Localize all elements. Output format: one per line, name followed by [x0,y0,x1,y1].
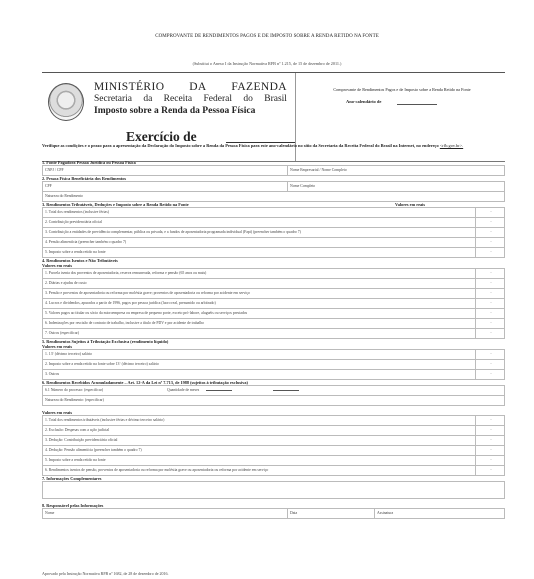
row-label: 1. Total dos rendimentos (inclusive férias) [45,210,109,214]
section-1-title: 1. Fonte Pagadora Pessoa Jurídica ou Pessoa Física [42,160,136,165]
row-label: 1. Parcela isenta dos proventos de aposentadoria, reserva remunerada, reforma e pensão (65 anos ou mais) [45,271,207,275]
table-row [42,248,505,258]
secretaria-word: Brasil [264,94,287,104]
processo-field[interactable]: 6.1 Número do processo: (especificar) [45,388,104,392]
value-field[interactable]: - [475,370,504,379]
row-label: 7. Outros (especificar) [45,331,80,335]
row-label: 6. Rendimentos isentos de pensão, proventos de aposentadoria ou reforma por moléstia grave ou aposentadoria ou reforma por acidente em serviço [45,468,269,472]
section-8-title: 8. Responsável pelas Informações [42,503,104,508]
value-field[interactable]: - [475,299,504,308]
cnpj-cpf-field[interactable]: CNPJ / CPF [43,166,288,175]
value-field[interactable]: - [475,360,504,369]
value-field[interactable]: - [475,279,504,288]
row-label: 2. Diárias e ajudas de custo [45,281,87,285]
table-row [42,456,505,466]
responsavel-nome-field[interactable]: Nome [43,509,288,518]
value-field[interactable]: - [475,319,504,328]
table-row [42,329,505,339]
value-field[interactable]: - [475,456,504,465]
value-field[interactable]: - [475,426,504,435]
nome-completo-field[interactable]: Nome Completo [290,184,316,188]
table-row [42,207,505,218]
table-row [42,228,505,238]
section-5-values-label: Valores em reais [42,344,72,349]
ministry-name [94,81,287,93]
row-label: 3. Contribuição a entidades de previdência complementar, pública ou privada, e a fundos de aposentadoria programada individual (Fapi) (preencher também o quadro 7) [45,230,301,234]
natureza-6-field[interactable]: Natureza do Rendimento: (especificar) [45,398,104,402]
row-label: 2. Imposto sobre a renda retido na fonte sobre 13º (décimo terceiro) salário [45,362,159,366]
value-field[interactable]: - [475,208,504,217]
document-subtitle: (Substitui o Anexo I da Instrução Normativa RFB nº 1.215, de 15 de dezembro de 2011.) [192,61,342,66]
section-1-row [42,165,505,176]
natureza-6-row [42,396,505,406]
table-row [42,360,505,370]
quantidade-meses-field[interactable] [206,390,232,391]
row-label: 4. Pensão alimentícia (preencher também o quadro 7) [45,240,127,244]
secretaria-word: Receita [163,94,193,104]
table-row [42,436,505,446]
value-field[interactable]: - [475,350,504,359]
table-row [42,218,505,228]
row-label: 2. Exclusão: Despesas com a ação judicial [45,428,110,432]
value-field[interactable]: - [475,436,504,445]
coat-of-arms-icon [48,83,84,121]
table-row [42,370,505,380]
secretaria-name [94,94,287,104]
section-7-title: 7. Informações Complementares [42,476,102,481]
row-label: 3. Outros [45,372,60,376]
table-row [42,309,505,319]
row-label: 1. 13º (décimo terceiro) salário [45,352,93,356]
value-field[interactable]: - [475,446,504,455]
responsavel-data-field[interactable]: Data [288,509,375,518]
table-row [42,279,505,289]
section-6-title: 6. Rendimentos Recebidos Acumuladamente – Art. 12-A da Lei nº 7.713, de 1988 (sujeitos à tributação exclusiva) [42,380,248,385]
rfb-link[interactable]: <rfb.gov.br>. [439,143,464,148]
value-field[interactable]: - [475,269,504,278]
table-row [42,319,505,329]
table-row [42,466,505,476]
ministry-word: DA [189,81,207,93]
ministry-word: FAZENDA [231,81,287,93]
table-row [42,289,505,299]
ministry-block [94,81,287,116]
secretaria-word: da [143,94,153,104]
value-field[interactable]: - [475,466,504,475]
table-row [42,446,505,456]
responsavel-assinatura-field[interactable]: Assinatura [377,511,394,515]
table-row [42,238,505,248]
ministry-word: MINISTÉRIO [94,81,165,93]
section-2-title: 2. Pessoa Física Beneficiária dos Rendimentos [42,176,127,181]
footer-note: Aprovado pela Instrução Normativa RFB nº 1682, de 28 de dezembro de 2016. [42,571,169,576]
responsavel-row [42,508,505,519]
table-row [42,299,505,309]
ano-calendario-field[interactable] [397,104,437,105]
value-field[interactable]: - [475,416,504,425]
row-label: 6. Indenizações por rescisão de contrato de trabalho, inclusive a título de PDV e por acidente de trabalho [45,321,205,325]
table-row [42,349,505,360]
table-row [42,415,505,426]
value-field[interactable]: - [475,218,504,227]
natureza-row [42,192,505,202]
informacoes-complementares-field[interactable] [42,481,505,499]
quantidade-meses-text: Quantidade de meses [167,388,200,392]
value-field[interactable]: - [475,248,504,257]
section-3-title: 3. Rendimentos Tributáveis, Deduções e Imposto sobre a Renda Retido na Fonte [42,202,189,207]
section-3-values-label: Valores em reais [395,202,425,207]
section-2-row [42,181,505,192]
row-label: 4. Lucros e dividendos, apurados a partir de 1996, pagos por pessoa jurídica (lucro real, presumido ou arbitrado) [45,301,216,305]
section-5-title: 5. Rendimentos Sujeitos à Tributação Exclusiva (rendimento líquido) [42,339,169,344]
row-label: 2. Contribuição previdenciária oficial [45,220,102,224]
natureza-field[interactable]: Natureza do Rendimento [45,194,83,198]
table-row [42,426,505,436]
imposto-title: Imposto sobre a Renda da Pessoa Física [94,106,256,116]
document-title: COMPROVANTE DE RENDIMENTOS PAGOS E DE IMPOSTO SOBRE A RENDA RETIDO NA FONTE [155,34,379,39]
nome-empresarial-field[interactable]: Nome Empresarial / Nome Completo [290,168,347,172]
form-header [42,72,505,162]
row-label: 4. Dedução: Pensão alimentícia (preencher também o quadro 7) [45,448,142,452]
quantidade-meses-field-2[interactable] [273,390,299,391]
exercicio-label: Exercício de [126,129,197,144]
row-label: 3. Pensão e proventos de aposentadoria ou reforma por moléstia grave; proventos de aposentadoria ou reforma por acidente em serviço [45,291,250,295]
section-4-title: 4. Rendimentos Isentos e Não Tributáveis [42,258,118,263]
table-row [42,268,505,279]
ano-calendario-label: Ano-calendário de [346,99,382,104]
verification-text: Verifique as condições e o prazo para a apresentação da Declaração do Imposto sobre a Renda da Pessoa Física para este ano-calendário no sítio da Secretaria da Receita Federal do Brasil na Internet, no endereço [42,143,439,148]
secretaria-word: do [243,94,253,104]
value-field[interactable]: - [475,289,504,298]
section-6-values-label: Valores em reais [42,410,72,415]
quantidade-meses-label [165,386,504,395]
value-field[interactable]: - [475,238,504,247]
row-label: 1. Total dos rendimentos tributáveis (inclusive férias e décimo terceiro salário) [45,418,165,422]
cpf-field[interactable]: CPF [43,182,288,191]
row-label: 5. Imposto sobre a renda retido na fonte [45,458,106,462]
value-field[interactable]: - [475,309,504,318]
form-body [42,160,505,519]
row-label: 5. Valores pagos ao titular ou sócio da microempresa ou empresa de pequeno porte, exceto pró-labore, aluguéis ou serviços prestados [45,311,248,315]
row-label: 5. Imposto sobre a renda retido na fonte [45,250,106,254]
value-field[interactable]: - [475,329,504,338]
value-field[interactable]: - [475,228,504,237]
processo-row [42,385,505,396]
secretaria-word: Secretaria [94,94,132,104]
verification-notice [42,143,505,148]
secretaria-word: Federal [203,94,233,104]
row-label: 3. Dedução: Contribuição previdenciária oficial [45,438,118,442]
section-4-values-label: Valores em reais [42,263,72,268]
comprovante-title: Comprovante de Rendimentos Pagos e de Imposto sobre a Renda Retido na Fonte [333,87,471,92]
